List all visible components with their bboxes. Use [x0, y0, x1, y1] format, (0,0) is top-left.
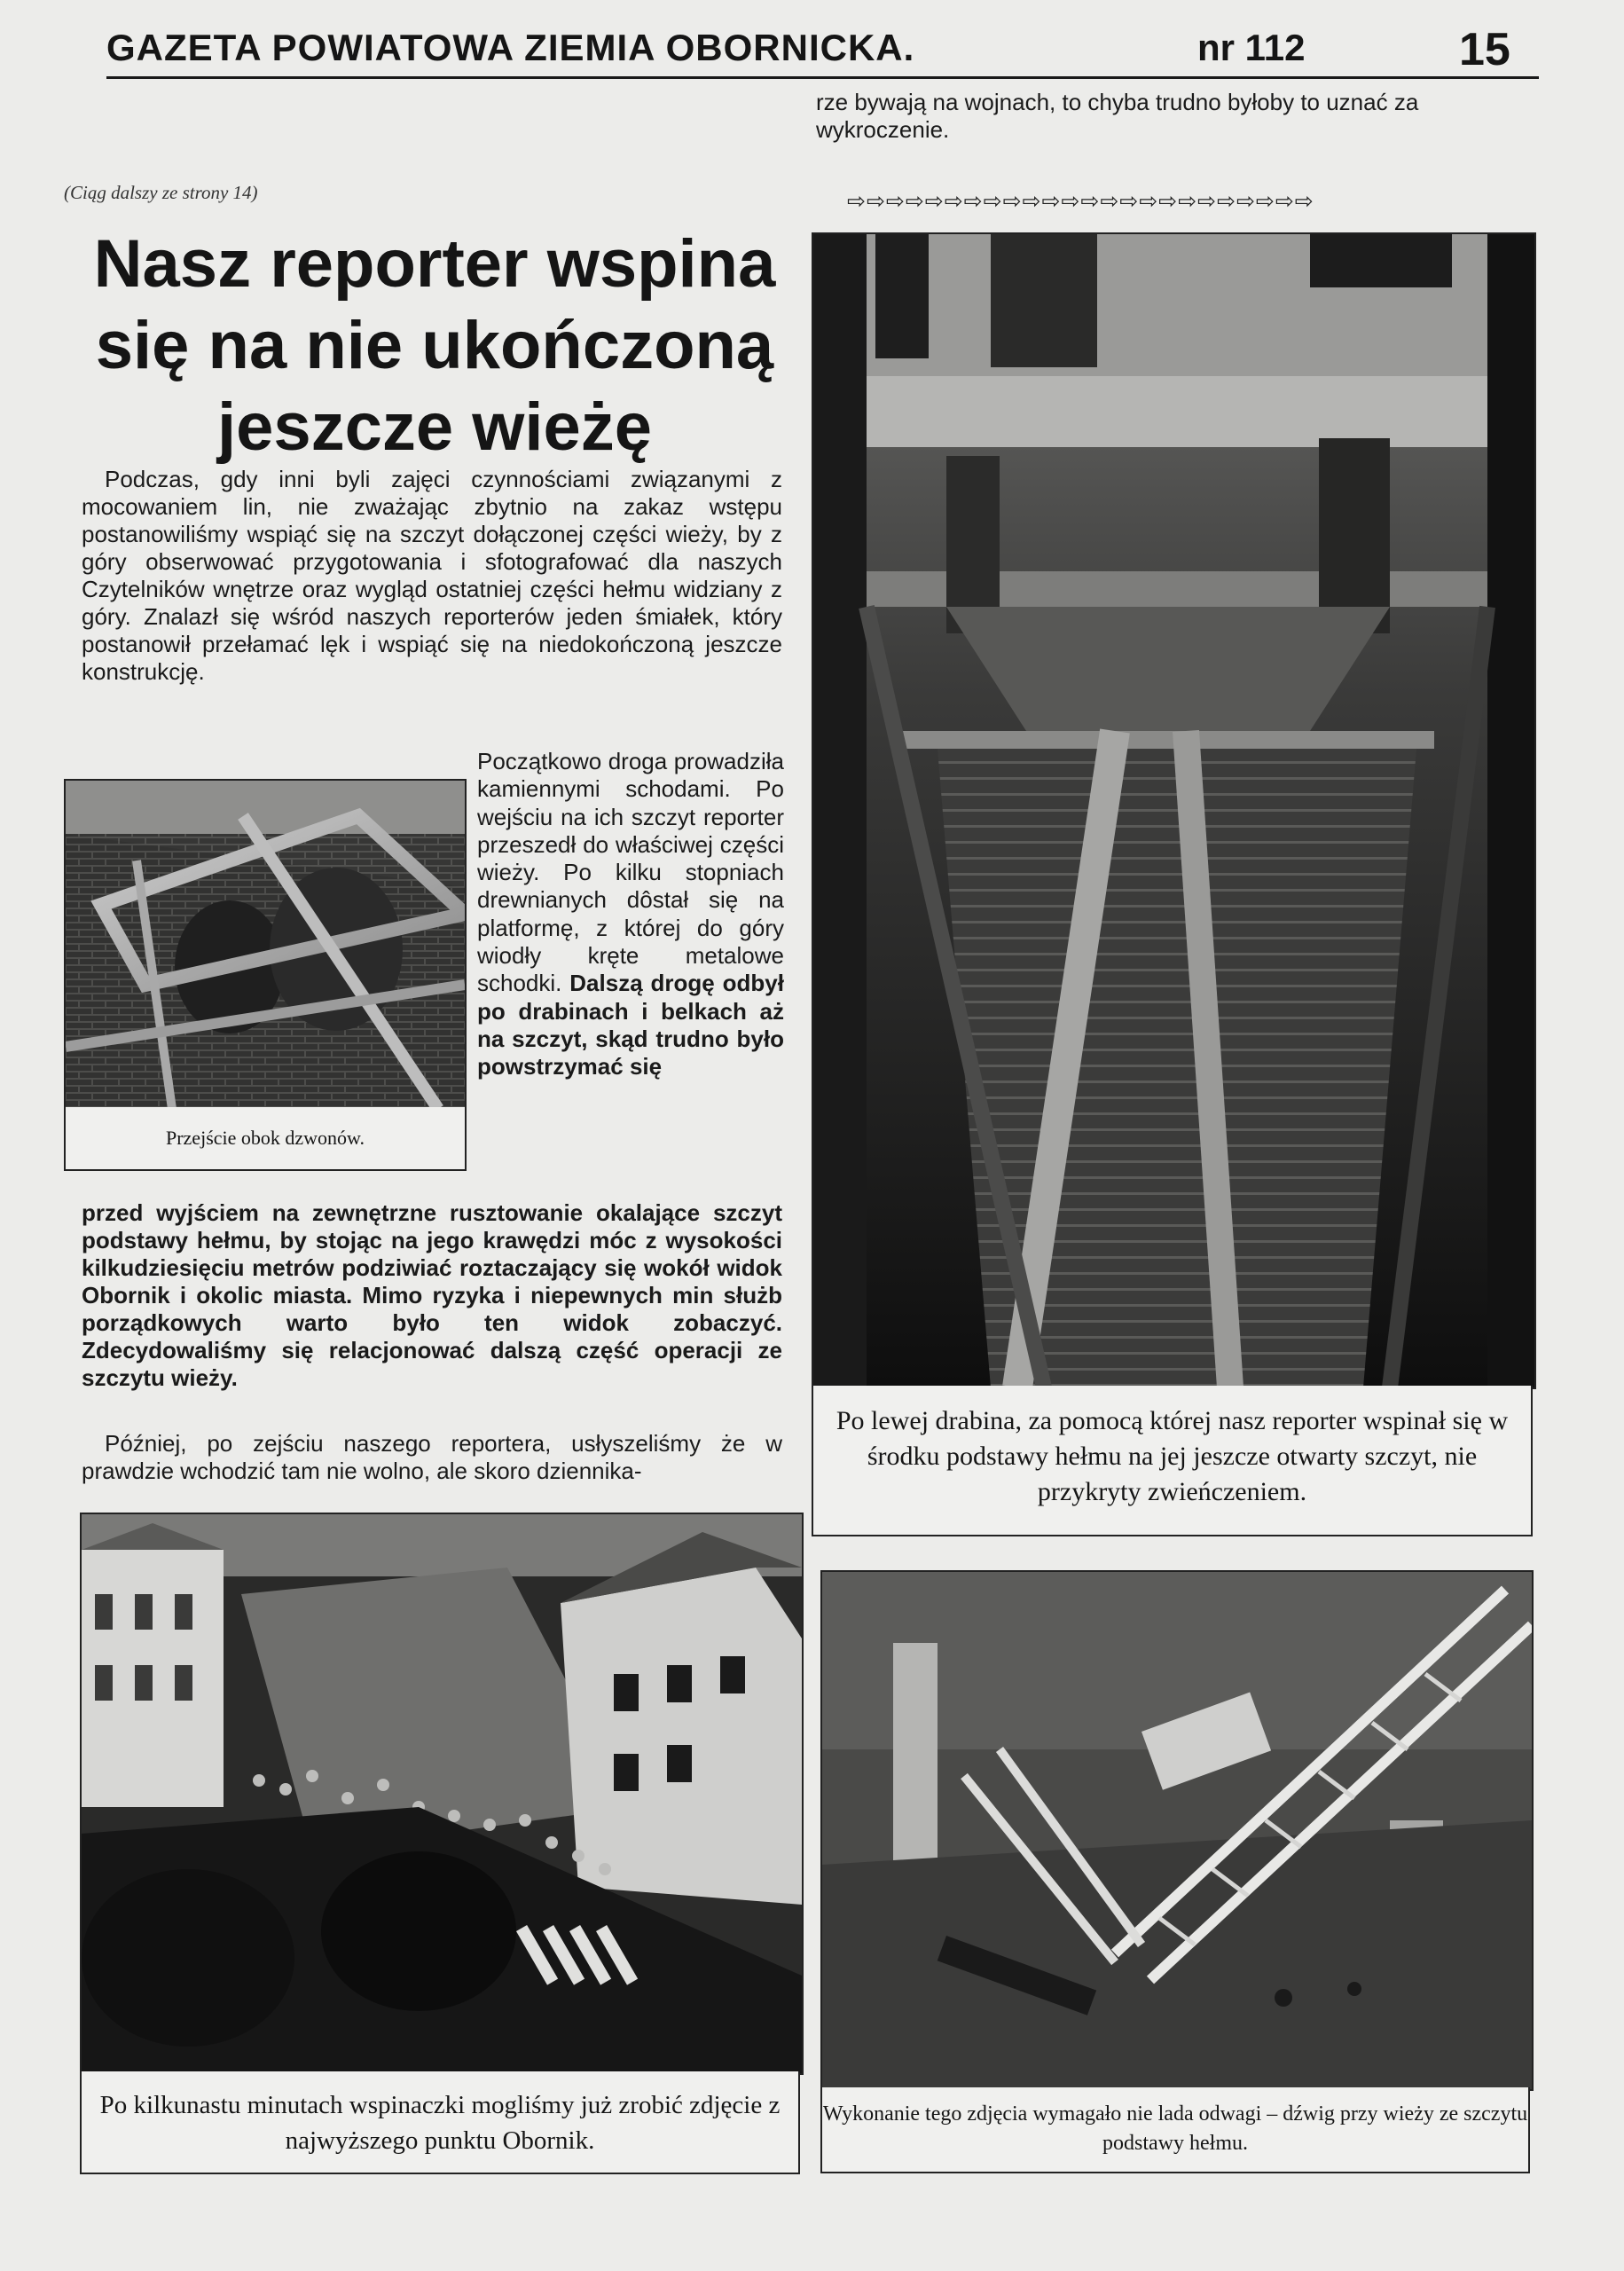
bells-photo-image	[66, 781, 465, 1109]
paragraph-1: Podczas, gdy inni byli zajęci czynnościami związanymi z mocowaniem lin, nie zważając zbytnio na zakaz wstępu postanowiliśmy wspiąć się na szczyt dołączonej części wieży, by z góry obserwować przygotowania i sfotografować dla naszych Czytelników wnętrze oraz wygląd ostatniej części hełmu widziany z góry. Znalazł się wśród naszych reporterów jeden śmiałek, który postanowił przełamać lęk i wspiąć się na niedokończoną jeszcze konstrukcję.	[82, 466, 782, 685]
paragraph-3: Później, po zejściu naszego reportera, usłyszeliśmy że w prawdzie wchodzić tam nie wolno, ale skoro dziennika-	[82, 1430, 782, 1484]
continued-note: (Ciąg dalszy ze strony 14)	[64, 182, 258, 203]
town-photo	[80, 1513, 804, 2075]
ladder-photo-image	[813, 234, 1534, 1387]
bells-caption: Przejście obok dzwonów.	[64, 1107, 467, 1171]
town-photo-image	[82, 1514, 802, 2073]
page-number: 15	[1459, 24, 1510, 75]
paragraph-2-bold-full: przed wyjściem na zewnętrzne rusztowanie okalające szczyt podstawy hełmu, by stojąc na jego krawędzi móc z wysokości kilkudziesięciu metrów podziwiać roztaczający się wokół widok Obornik i okolic miasta. Mimo ryzyka i niepewnych min służb porządkowych warto było ten widok zobaczyć. Zdecydowaliśmy się relacjonować dalszą część operacji ze szczytu wieży.	[82, 1199, 782, 1391]
issue-number: nr 112	[1197, 27, 1306, 68]
paragraph-2-plain	[477, 748, 784, 1081]
ladder-caption: Po lewej drabina, za pomocą której nasz reporter wspinał się w środku podstawy hełmu na jej jeszcze otwarty szczyt, nie przykryty zwieńczeniem.	[812, 1386, 1533, 1536]
top-right-text: rze bywają na wojnach, to chyba trudno byłoby to uznać za wykroczenie.	[816, 89, 1419, 143]
masthead	[106, 25, 1539, 79]
crane-photo-image	[822, 1572, 1532, 2089]
paragraph-2-bold-side: Dalszą drogę odbył po drabinach i belkach aż na szczyt, skąd trudno było powstrzymać się	[477, 970, 784, 1080]
town-caption: Po kilkunastu minutach wspinaczki mogliśmy już zrobić zdjęcie z najwyższego punktu Obornik.	[80, 2071, 800, 2174]
newspaper-title: GAZETA POWIATOWA ZIEMIA OBORNICKA.	[106, 27, 915, 68]
paragraph-2-text: Początkowo droga prowadziła kamiennymi schodami. Po wejściu na ich szczyt reporter przeszedł do właściwej części wieży. Po kilku stopniach drewnianych dôstał się na platformę, z której do góry wiodły kręte metalowe schodki.	[477, 748, 784, 997]
ladder-photo	[812, 232, 1536, 1389]
crane-photo	[820, 1570, 1534, 2091]
headline: Nasz reporter wspina się na nie ukończoną jeszcze wieżę	[93, 226, 776, 465]
bells-photo	[64, 779, 467, 1111]
arrow-decoration: ⇨⇨⇨⇨⇨⇨⇨⇨⇨⇨⇨⇨⇨⇨⇨⇨⇨⇨⇨⇨⇨⇨⇨⇨	[847, 189, 1314, 214]
crane-caption: Wykonanie tego zdjęcia wymagało nie lada odwagi – dźwig przy wieży ze szczytu podstawy hełmu.	[820, 2087, 1530, 2173]
